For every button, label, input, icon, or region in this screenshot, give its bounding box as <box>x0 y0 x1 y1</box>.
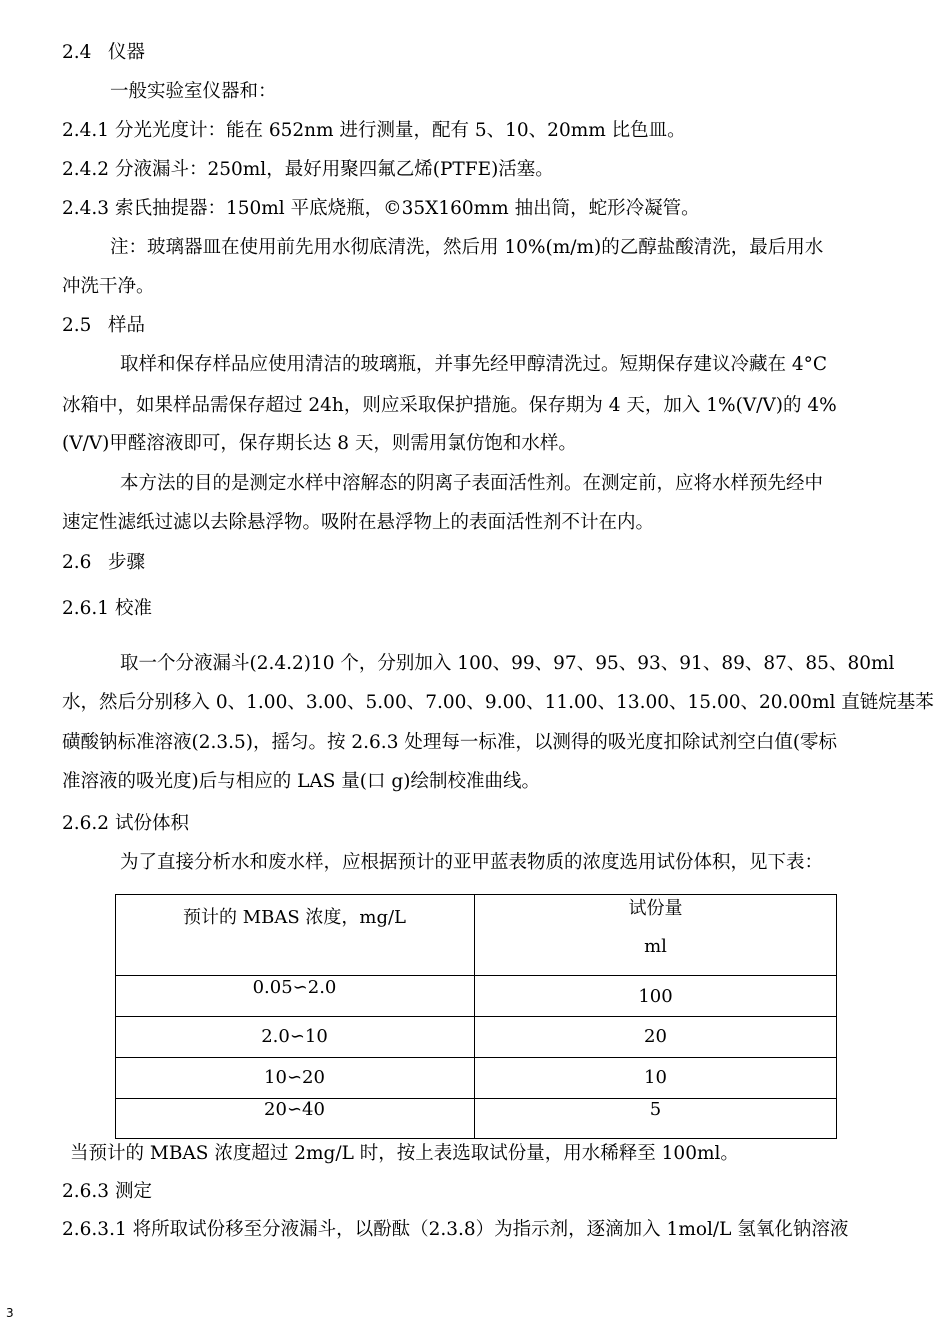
paragraph-line: 取样和保存样品应使用清洁的玻璃瓶，并事先经甲醇清洗过。短期保存建议冷藏在 4°C <box>120 354 828 375</box>
table-border <box>115 1016 837 1017</box>
table-border <box>115 894 837 895</box>
section-title: 步骤 <box>108 552 146 573</box>
table-cell-concentration: 2.0∽10 <box>261 1026 328 1047</box>
paragraph-line: 当预计的 MBAS 浓度超过 2mg/L 时，按上表选取试份量，用水稀释至 100ml。 <box>70 1143 739 1164</box>
paragraph-line: 准溶液的吸光度)后与相应的 LAS 量(口 g)绘制校准曲线。 <box>62 771 540 792</box>
page-number: 3 <box>6 1306 14 1320</box>
table-border <box>115 1138 837 1139</box>
table-cell-concentration: 20∽40 <box>264 1099 325 1120</box>
section-number: 2.5 <box>62 315 92 336</box>
table-header-concentration: 预计的 MBAS 浓度，mg/L <box>182 907 407 928</box>
section-title: 样品 <box>108 315 146 336</box>
paragraph: 一般实验室仪器和： <box>110 81 277 102</box>
section-number: 2.4 <box>62 42 92 63</box>
note-line: 注：玻璃器皿在使用前先用水彻底清洗，然后用 10%(m/m)的乙醇盐酸清洗，最后用水 <box>110 237 824 258</box>
item-2-4-2: 2.4.2 分液漏斗：250ml，最好用聚四氟乙烯(PTFE)活塞。 <box>62 159 554 180</box>
section-heading-2-6 <box>62 551 145 575</box>
table-border <box>115 1057 837 1058</box>
section-heading-2-5 <box>62 314 145 338</box>
mbas-volume-table <box>115 894 837 1139</box>
section-heading-2-4 <box>62 41 145 65</box>
item-2-4-1: 2.4.1 分光光度计：能在 652nm 进行测量，配有 5、10、20mm 比色皿。 <box>62 120 686 141</box>
table-cell-volume: 10 <box>644 1067 667 1088</box>
item-2-6-3-1: 2.6.3.1 将所取试份移至分液漏斗，以酚酞（2.3.8）为指示剂，逐滴加入 1mol/L 氢氧化钠溶液 <box>62 1219 849 1240</box>
paragraph-line: 取一个分液漏斗(2.4.2)10 个，分别加入 100、99、97、95、93、91、89、87、85、80ml <box>120 653 895 674</box>
subsection-heading-2-6-2: 2.6.2 试份体积 <box>62 813 189 834</box>
table-cell-concentration: 10∽20 <box>264 1067 325 1088</box>
table-header-volume: 试份量 <box>628 898 683 919</box>
table-cell-volume: 20 <box>644 1026 667 1047</box>
paragraph-line: (V/V)甲醛溶液即可，保存期长达 8 天，则需用氯仿饱和水样。 <box>62 433 577 454</box>
paragraph-line: 磺酸钠标准溶液(2.3.5)，摇匀。按 2.6.3 处理每一标准，以测得的吸光度扣除试剂空白值(零标 <box>62 732 838 753</box>
table-border <box>836 894 837 1139</box>
paragraph-line: 冰箱中，如果样品需保存超过 24h，则应采取保护措施。保存期为 4 天，加入 1%(V/V)的 4% <box>62 395 837 416</box>
subsection-heading-2-6-3: 2.6.3 测定 <box>62 1181 152 1202</box>
subsection-heading-2-6-1: 2.6.1 校准 <box>62 598 152 619</box>
table-cell-volume: 5 <box>649 1099 662 1120</box>
note-line: 冲洗干净。 <box>62 276 155 297</box>
paragraph-line: 本方法的目的是测定水样中溶解态的阴离子表面活性剂。在测定前，应将水样预先经中 <box>120 473 824 494</box>
paragraph-line: 水，然后分别移入 0、1.00、3.00、5.00、7.00、9.00、11.00、13.00、15.00、20.00ml 直链烷基苯 <box>62 692 934 713</box>
section-title: 仪器 <box>108 42 146 63</box>
table-header-unit: ml <box>644 936 667 957</box>
table-cell-volume: 100 <box>638 986 673 1007</box>
section-number: 2.6 <box>62 552 92 573</box>
paragraph-line: 为了直接分析水和废水样，应根据预计的亚甲蓝表物质的浓度选用试份体积，见下表： <box>120 852 824 873</box>
table-cell-concentration: 0.05∽2.0 <box>252 977 337 998</box>
item-2-4-3: 2.4.3 索氏抽提器：150ml 平底烧瓶，©35X160mm 抽出筒，蛇形冷凝管。 <box>62 198 700 219</box>
paragraph-line: 速定性滤纸过滤以去除悬浮物。吸附在悬浮物上的表面活性剂不计在内。 <box>62 512 655 533</box>
